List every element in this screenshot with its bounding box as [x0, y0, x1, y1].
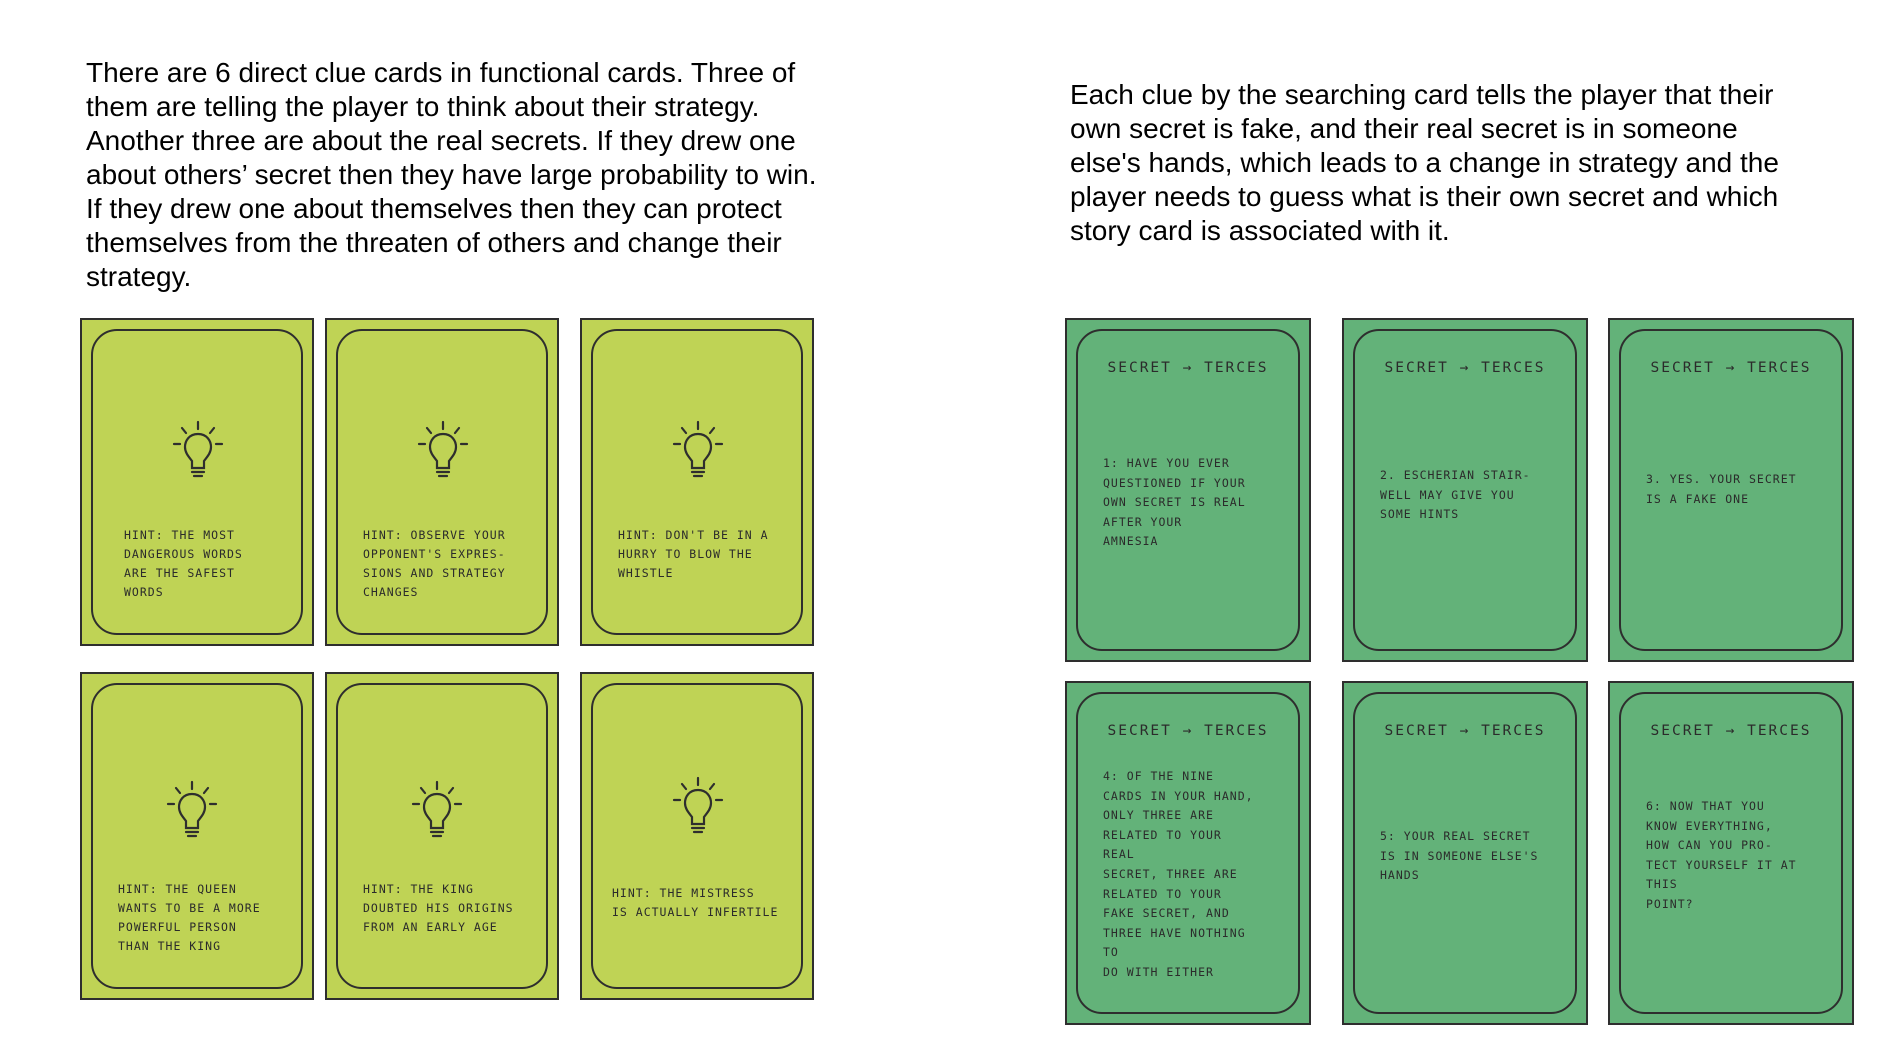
- secret-card[interactable]: [1608, 318, 1854, 662]
- hint-text: HINT: THE MISTRESS IS ACTUALLY INFERTILE: [612, 886, 779, 919]
- secret-card[interactable]: [1342, 681, 1588, 1025]
- hint-text: HINT: THE MOST DANGEROUS WORDS ARE THE SAFEST WORDS: [124, 528, 243, 599]
- left-description: There are 6 direct clue cards in functional cards. Three of them are telling the player to think about their strategy. Another three are about the real secrets. If they drew one about others’ secret then they have large probability to win. If they drew one about themselves then they can protect themselves from the threaten of others and change their strategy.: [86, 57, 817, 292]
- lightbulb-icon: [670, 420, 726, 484]
- hint-text: HINT: THE QUEEN WANTS TO BE A MORE POWERFUL PERSON THAN THE KING: [118, 882, 261, 953]
- card-title: SECRET → TERCES: [1107, 360, 1269, 376]
- lightbulb-icon: [409, 780, 465, 844]
- hint-text: HINT: DON'T BE IN A HURRY TO BLOW THE WHISTLE: [618, 528, 769, 580]
- lightbulb-icon: [670, 776, 726, 840]
- secret-text: 3. YES. YOUR SECRET IS A FAKE ONE: [1646, 472, 1797, 506]
- secret-text: 5: YOUR REAL SECRET IS IN SOMEONE ELSE'S HANDS: [1380, 829, 1539, 883]
- hint-card[interactable]: [80, 672, 314, 1000]
- secret-card[interactable]: [1065, 681, 1311, 1025]
- secret-text: 4: OF THE NINE CARDS IN YOUR HAND, ONLY THREE ARE RELATED TO YOUR REAL SECRET, THREE ARE RELATED TO YOUR FAKE SECRET, AND THREE HAVE NOTHING TO DO WITH EITHER: [1103, 769, 1254, 979]
- card-title: SECRET → TERCES: [1384, 723, 1546, 739]
- secret-text: 1: HAVE YOU EVER QUESTIONED IF YOUR OWN SECRET IS REAL AFTER YOUR AMNESIA: [1103, 456, 1246, 549]
- card-title: SECRET → TERCES: [1107, 723, 1269, 739]
- right-description: Each clue by the searching card tells the player that their own secret is fake, and their real secret is in someone else's hands, which leads to a change in strategy and the player needs to guess what is their own secret and which story card is associated with it.: [1070, 79, 1779, 246]
- lightbulb-icon: [415, 420, 471, 484]
- secret-text: 2. ESCHERIAN STAIR- WELL MAY GIVE YOU SOME HINTS: [1380, 468, 1531, 522]
- hint-text: HINT: THE KING DOUBTED HIS ORIGINS FROM AN EARLY AGE: [363, 882, 514, 934]
- card-title: SECRET → TERCES: [1650, 360, 1812, 376]
- secret-card[interactable]: [1065, 318, 1311, 662]
- card-title: SECRET → TERCES: [1650, 723, 1812, 739]
- lightbulb-icon: [164, 780, 220, 844]
- hint-card[interactable]: [325, 318, 559, 646]
- hint-card[interactable]: [580, 318, 814, 646]
- hint-text: HINT: OBSERVE YOUR OPPONENT'S EXPRES- SIONS AND STRATEGY CHANGES: [363, 528, 506, 599]
- hint-card[interactable]: [80, 318, 314, 646]
- secret-card[interactable]: [1608, 681, 1854, 1025]
- card-title: SECRET → TERCES: [1384, 360, 1546, 376]
- secret-card[interactable]: [1342, 318, 1588, 662]
- hint-card[interactable]: [580, 672, 814, 1000]
- hint-card[interactable]: [325, 672, 559, 1000]
- lightbulb-icon: [170, 420, 226, 484]
- secret-text: 6: NOW THAT YOU KNOW EVERYTHING, HOW CAN YOU PRO- TECT YOURSELF IT AT THIS POINT?: [1646, 799, 1797, 911]
